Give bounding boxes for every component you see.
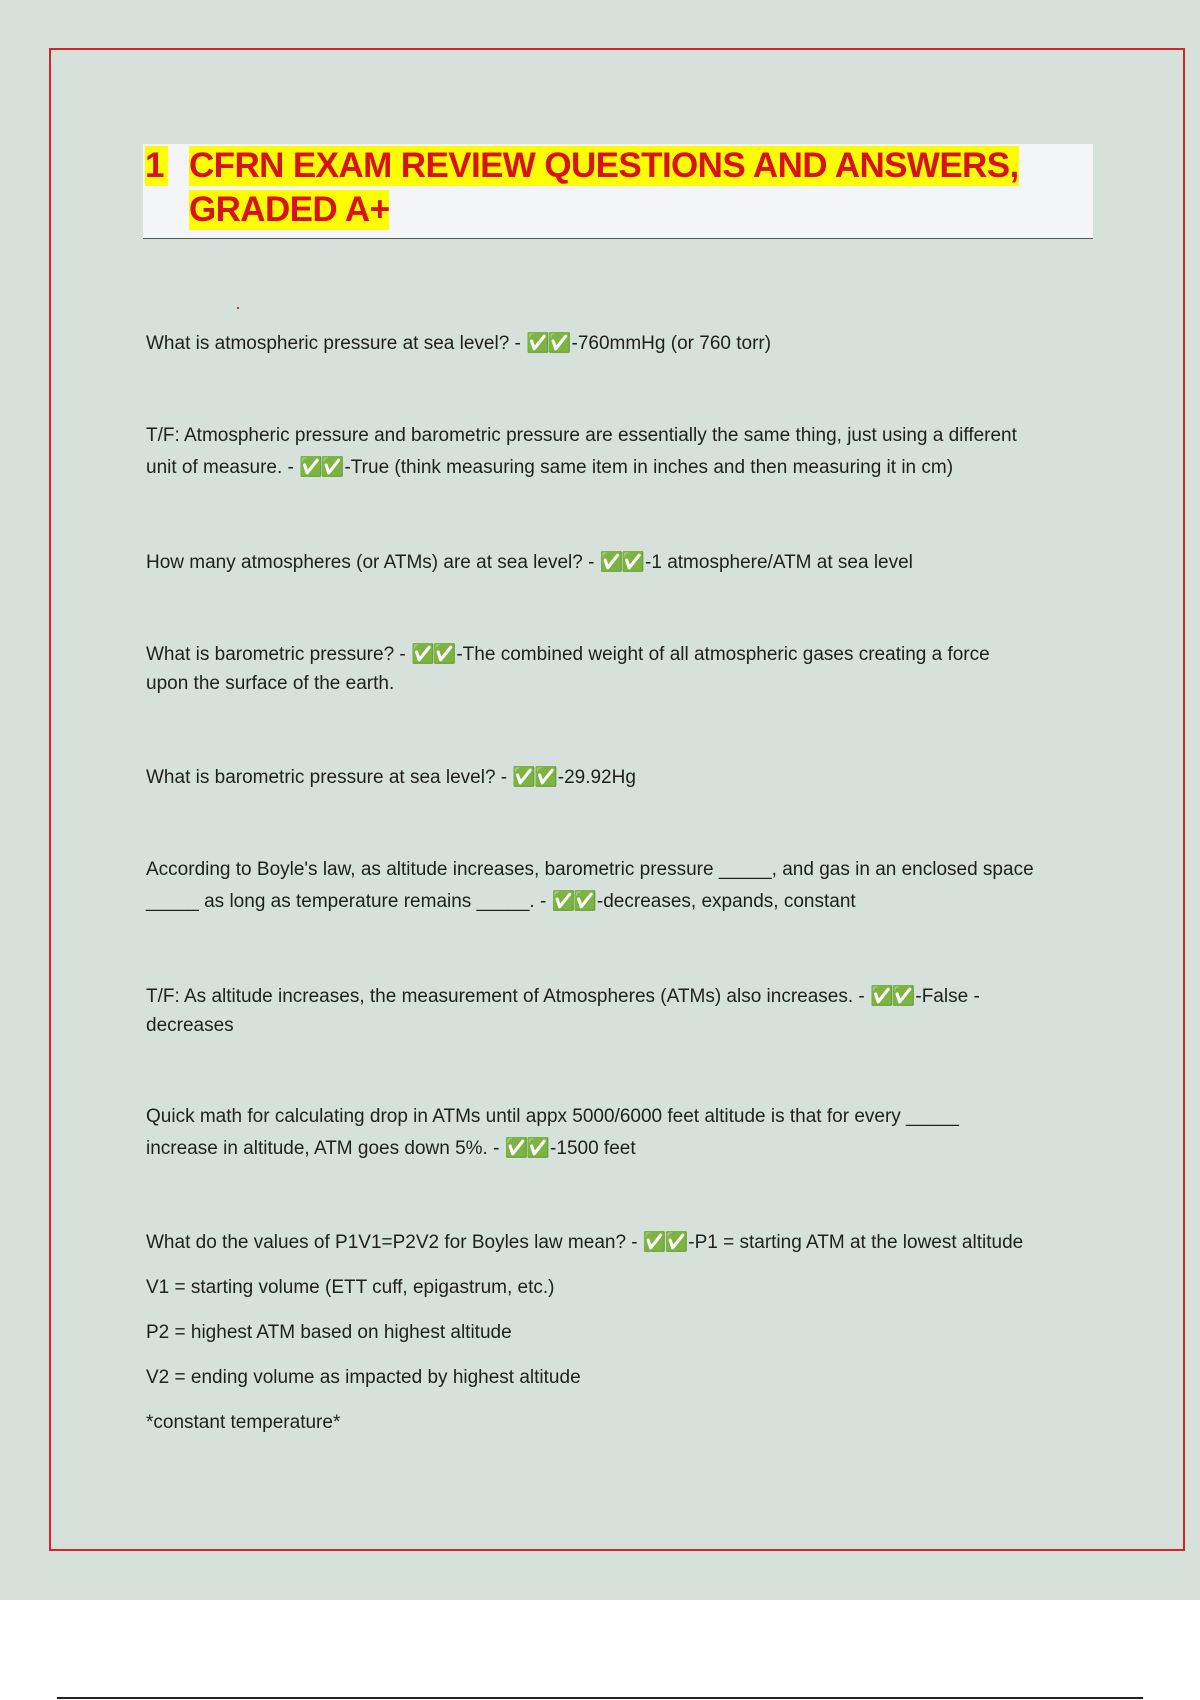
qa-line: According to Boyle's law, as altitude increases, barometric pressure _____, and gas in an enclosed space (146, 859, 1034, 880)
question-text: What is barometric pressure? - (146, 644, 412, 665)
qa-item-9 (146, 1227, 1096, 1439)
answer-text: -29.92Hg (557, 767, 636, 788)
qa-item-5 (146, 762, 1096, 794)
question-text: _____ as long as temperature remains _____. - (146, 891, 552, 912)
answer-text: -P1 = starting ATM at the lowest altitude (688, 1232, 1024, 1253)
qa-line: V2 = ending volume as impacted by highest altitude (146, 1367, 581, 1388)
qa-item-8 (146, 1101, 1096, 1165)
heading-title-line-1: CFRN EXAM REVIEW QUESTIONS AND ANSWERS, (189, 146, 1019, 185)
double-check-icon: ✅✅ (504, 1138, 549, 1159)
question-text: T/F: As altitude increases, the measurement of Atmospheres (ATMs) also increases. - (146, 986, 871, 1007)
double-check-icon: ✅✅ (599, 552, 644, 573)
answer-text: -decreases, expands, constant (596, 891, 856, 912)
qa-item-3 (146, 547, 1096, 579)
qa-line: decreases (146, 1015, 234, 1036)
double-check-icon: ✅✅ (526, 333, 570, 354)
question-text: How many atmospheres (or ATMs) are at sea level? - (146, 552, 600, 573)
qa-line: Quick math for calculating drop in ATMs until appx 5000/6000 feet altitude is that for every _____ (146, 1106, 959, 1127)
stray-mark (237, 307, 239, 309)
double-check-icon: ✅✅ (642, 1232, 687, 1253)
question-text: What is atmospheric pressure at sea level? - (146, 333, 527, 354)
heading-number: 1 (145, 146, 168, 186)
qa-line: upon the surface of the earth. (146, 673, 395, 694)
qa-item-7 (146, 982, 1096, 1040)
double-check-icon: ✅✅ (411, 644, 455, 665)
qa-line: T/F: Atmospheric pressure and barometric pressure are essentially the same thing, just using a different (146, 425, 1017, 446)
qa-item-4 (146, 640, 1096, 698)
qa-line: P2 = highest ATM based on highest altitude (146, 1322, 512, 1343)
qa-item-2 (146, 420, 1096, 484)
double-check-icon: ✅✅ (551, 891, 595, 912)
question-text: increase in altitude, ATM goes down 5%. - (146, 1138, 505, 1159)
qa-line: *constant temperature* (146, 1412, 341, 1433)
heading-title-line-2: GRADED A+ (189, 190, 390, 229)
answer-text: -760mmHg (or 760 torr) (571, 333, 772, 354)
question-text: What do the values of P1V1=P2V2 for Boyles law mean? - (146, 1232, 643, 1253)
answer-text: -False - (915, 986, 980, 1007)
qa-line: V1 = starting volume (ETT cuff, epigastrum, etc.) (146, 1277, 555, 1298)
double-check-icon: ✅✅ (512, 767, 556, 788)
question-text: What is barometric pressure at sea level? - (146, 767, 513, 788)
double-check-icon: ✅✅ (299, 457, 343, 478)
double-check-icon: ✅✅ (870, 986, 914, 1007)
answer-text: -1500 feet (550, 1138, 636, 1159)
answer-text: -True (think measuring same item in inches and then measuring it in cm) (344, 457, 954, 478)
footer-rule (57, 1697, 1143, 1699)
question-text: unit of measure. - (146, 457, 300, 478)
answer-text: -The combined weight of all atmospheric gases creating a force (456, 644, 990, 665)
answer-text: -1 atmosphere/ATM at sea level (645, 552, 913, 573)
qa-item-6 (146, 854, 1096, 918)
qa-item-1 (146, 328, 1096, 360)
